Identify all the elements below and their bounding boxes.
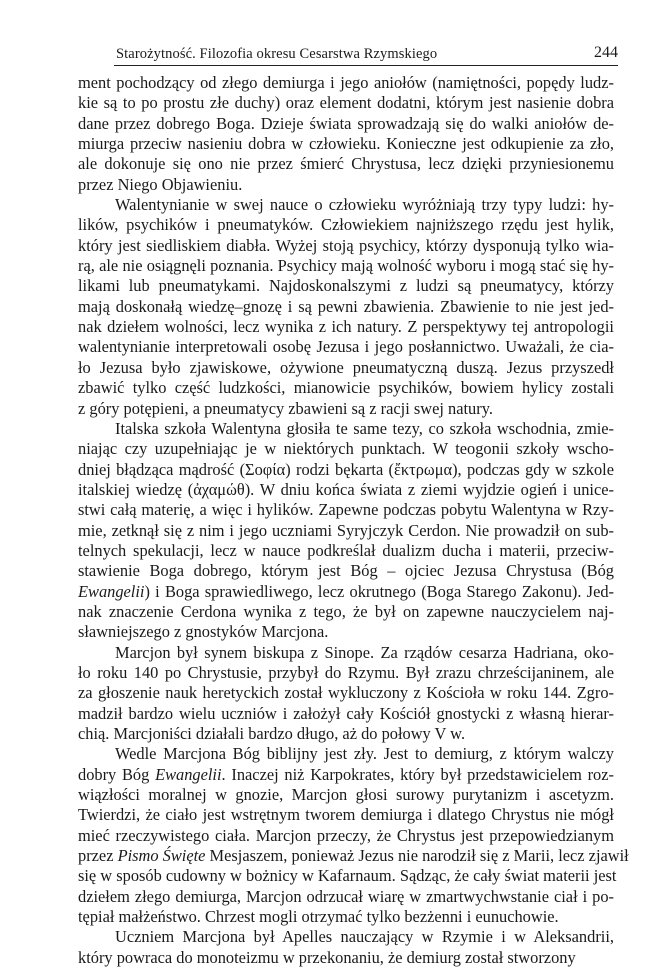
text-line: chią. Marcjoniści działali bardzo długo, aż do połowy V w. — [78, 724, 466, 743]
text-line: Wedle Marcjona Bóg biblijny jest zły. Jest to demiurg, z którym walczy — [115, 744, 614, 764]
text-line: za głoszenie nauk heretyckich został wykluczony z Kościoła w roku 144. Zgro- — [78, 683, 614, 703]
text-line: sławniejszego z gnostyków Marcjona. — [78, 622, 329, 642]
text-line: mie, zetknął się z nim i jego uczniami Syryjczyk Cerdon. Nie prowadził on sub- — [78, 520, 614, 540]
text-line: Walentynianie w swej nauce o człowieku wyróżniają trzy typy ludzi: hy- — [115, 195, 614, 215]
text-line: z góry potępieni, a pneumatycy zbawieni są z racji swej natury. — [78, 398, 493, 418]
text-line: dziełem złego demiurga, Marcjon odrzucał wiarę w zmartwychwstanie ciał i po- — [78, 886, 614, 906]
text-line: Italska szkoła Walentyna głosiła te same tezy, co szkoła wschodnia, zmie- — [115, 418, 614, 438]
text-line: dniej błądząca mądrość (Σοφία) rodzi bękarta (ἔκτρωμα), podczas gdy w szkole — [78, 459, 614, 479]
text-line: przez Niego Objawieniu. — [78, 174, 243, 194]
text-line: lików, psychików i pneumatyków. Człowiekiem najniższego rzędu jest hylik, — [78, 215, 614, 235]
text-line: Uczniem Marcjona był Apelles nauczający w Rzymie i w Aleksandrii, — [115, 927, 614, 947]
text-line: walentynianie interpretowali osobę Jezusa i jego posłannictwo. Uważali, że cia- — [78, 337, 614, 357]
text-line: Twierdzi, że ciało jest wstrętnym tworem demiurga i dlatego Chrystus nie mógł — [78, 805, 614, 825]
paragraph — [78, 927, 614, 968]
text-line: telnych spekulacji, lecz w nauce podkreślał dualizm ducha i materii, przeciw- — [78, 540, 614, 560]
running-header — [116, 44, 618, 64]
text-line: zbawić tylko część ludzkości, mianowicie psychików, bowiem hylicy zostali — [78, 378, 614, 398]
italic-title: Ewangelii — [78, 581, 145, 601]
text-line: likami lub pneumatykami. Najdoskonalszymi z ludzi są pneumatycy, którzy — [78, 276, 614, 296]
text-line: ment pochodzący od złego demiurga i jego aniołów (namiętności, popędy ludz- — [78, 73, 614, 92]
paragraph — [78, 643, 614, 745]
text-line: Ewangelii) i Boga sprawiedliwego, lecz okrutnego (Boga Starego Zakonu). Jed- — [78, 581, 614, 601]
text-line: madził bardzo wielu uczniów i założył cały Kościół gnostycki z własną hierar- — [78, 703, 614, 723]
text-line: mieć rzeczywistego ciała. Marcjon przeczy, że Chrystus jest przepowiedzianym — [78, 825, 614, 845]
text-line: kie są to po prostu złe duchy) oraz element dodatni, którym jest nasienie dobra — [78, 93, 614, 113]
text-line: który powraca do monoteizmu w przekonaniu, że demiurg został stworzony — [78, 947, 576, 967]
text-line: dobry Bóg Ewangelii. Inaczej niż Karpokrates, który był przedstawicielem roz- — [78, 764, 614, 784]
paragraph — [78, 195, 614, 419]
text-line: ło Jezusa było zjawiskowe, ożywione pneumatyczną duszą. Jezus przyszedł — [78, 357, 614, 377]
header-rule — [114, 65, 618, 66]
text-line: italskiej wiedzę (ἀχαμώθ). W dniu końca świata z ziemi wyjdzie ogień i unice- — [78, 479, 614, 499]
text-line: dane przez dobrego Boga. Dzieje świata sprowadzają się do walki aniołów de- — [78, 113, 614, 133]
text-line: się w sposób cudowny w bożnicy w Kafarnaum. Sądząc, że cały świat materii jest — [78, 866, 617, 886]
paragraph — [78, 73, 614, 195]
italic-title: Pismo Święte — [117, 846, 206, 866]
text-line: Marcjon był synem biskupa z Sinope. Za rządów cesarza Hadriana, oko- — [115, 642, 614, 662]
paragraph — [78, 419, 614, 643]
text-line: niając czy uzupełniając je w niektórych punktach. W teogonii szkoły wscho- — [78, 439, 614, 459]
running-title: Starożytność. Filozofia okresu Cesarstwa Rzymskiego — [116, 46, 438, 62]
text-line: nak dziełem wolności, lecz wynika z ich natury. Z perspektywy tej antropologii — [78, 317, 614, 337]
text-line: tępiał małżeństwo. Chrzest mogli otrzymać tylko bezżenni i eunuchowie. — [78, 907, 559, 927]
page-number: 244 — [594, 44, 618, 61]
text-line: wiązłości moralnej w gnozie, Marcjon głosi surowy purytanizm i ascetyzm. — [78, 785, 614, 805]
text-line: miurga przeciw nasieniu dobra w człowieku. Konieczne jest odkupienie za zło, — [78, 134, 614, 154]
text-line: mają doskonałą wiedzę–gnozę i są pewni zbawienia. Zbawienie to nie jest jed- — [78, 296, 614, 316]
text-line: ło roku 140 po Chrystusie, przybył do Rzymu. Był zrazu chrześcijaninem, ale — [78, 662, 614, 682]
italic-title: Ewangelii — [155, 764, 222, 784]
text-line: ale dokonuje się ono nie przez śmierć Chrystusa, lecz dzięki przyniesionemu — [78, 154, 614, 174]
text-line: przez Pismo Święte Mesjaszem, ponieważ Jezus nie narodził się z Marii, lecz zjawił — [78, 846, 629, 866]
text-line: stawienie Boga dobrego, którym jest Bóg – ojciec Jezusa Chrystusa (Bóg — [78, 561, 614, 581]
paragraph — [78, 744, 629, 927]
text-line: który jest siedliskiem diabła. Wyżej stoją psychicy, którzy dysponują tylko wia- — [78, 235, 614, 255]
body-text — [78, 73, 629, 968]
text-line: nak znaczenie Cerdona wynika z tego, że był on zapewne nauczycielem naj- — [78, 601, 614, 621]
text-line: stwi całą materię, a więc i hylików. Zapewne podczas pobytu Walentyna w Rzy- — [78, 500, 614, 520]
text-line: rą, ale nie osiągnęli poznania. Psychicy mają wolność wyboru i mogą stać się hy- — [78, 256, 614, 276]
